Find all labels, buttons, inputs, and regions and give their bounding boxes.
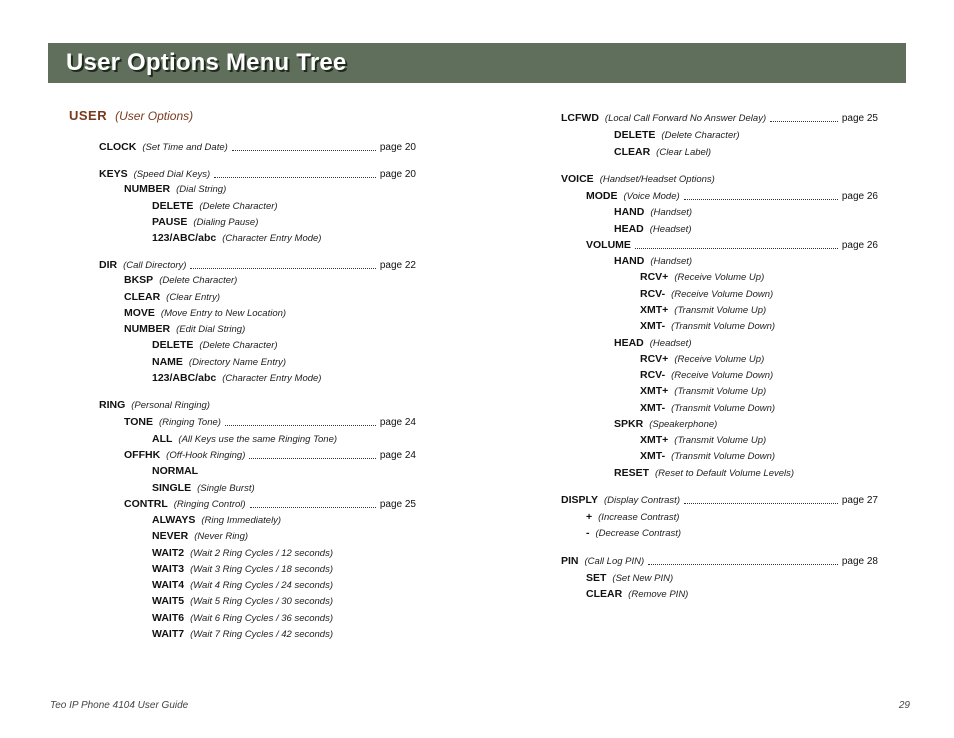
menu-desc: (Speed Dial Keys) — [133, 169, 211, 180]
dot-leader — [684, 503, 838, 504]
menu-key: WAIT7 — [152, 628, 185, 640]
menu-desc: (Clear Entry) — [166, 292, 221, 303]
menu-key: NORMAL — [152, 465, 199, 477]
menu-key: TONE — [124, 416, 153, 428]
menu-item — [614, 128, 740, 142]
menu-key: KEYS — [99, 168, 128, 180]
dot-leader — [635, 248, 838, 249]
menu-item — [152, 231, 321, 245]
dot-leader — [214, 177, 376, 178]
menu-desc: (Dial String) — [176, 184, 227, 195]
menu-desc: (Transmit Volume Down) — [671, 451, 776, 462]
menu-desc: (Handset) — [650, 256, 693, 267]
menu-desc: (Speakerphone) — [649, 419, 718, 430]
menu-item — [99, 140, 416, 154]
menu-key: RCV- — [640, 288, 666, 300]
page-reference: page 20 — [379, 142, 416, 153]
menu-desc: (Wait 7 Ring Cycles / 42 seconds) — [190, 629, 334, 640]
menu-desc: (Delete Character) — [159, 275, 238, 286]
menu-desc: (Personal Ringing) — [131, 400, 210, 411]
menu-key: WAIT3 — [152, 563, 185, 575]
menu-desc: (Single Burst) — [197, 483, 255, 494]
menu-item — [586, 587, 688, 601]
menu-key: DISPLY — [561, 494, 598, 506]
section-heading — [69, 108, 193, 123]
menu-item — [640, 368, 773, 382]
menu-desc: (Call Directory) — [123, 260, 187, 271]
section-key: USER — [69, 108, 108, 123]
page-reference: page 26 — [841, 240, 878, 251]
menu-key: XMT- — [640, 402, 666, 414]
menu-item — [640, 303, 766, 317]
menu-item — [614, 222, 691, 236]
menu-key: XMT- — [640, 320, 666, 332]
menu-desc: (Set New PIN) — [612, 573, 674, 584]
menu-item — [152, 546, 333, 560]
menu-key: CLEAR — [586, 588, 623, 600]
dot-leader — [648, 564, 838, 565]
menu-item — [640, 449, 775, 463]
menu-key: DELETE — [152, 339, 194, 351]
menu-item — [152, 355, 286, 369]
menu-key: DELETE — [152, 200, 194, 212]
menu-item — [640, 287, 773, 301]
menu-key: HEAD — [614, 223, 644, 235]
menu-item — [152, 627, 333, 641]
menu-key: HAND — [614, 206, 645, 218]
menu-desc: (Ringing Control) — [173, 499, 246, 510]
menu-key: WAIT6 — [152, 612, 185, 624]
menu-item — [152, 371, 321, 385]
menu-key: ALWAYS — [152, 514, 196, 526]
menu-key: RESET — [614, 467, 650, 479]
menu-key: RCV+ — [640, 271, 669, 283]
page-reference: page 26 — [841, 191, 878, 202]
menu-item — [124, 322, 245, 336]
menu-item — [561, 111, 878, 125]
menu-key: DELETE — [614, 129, 656, 141]
menu-key: WAIT2 — [152, 547, 185, 559]
menu-item — [614, 145, 711, 159]
menu-key: SET — [586, 572, 607, 584]
menu-item — [152, 199, 278, 213]
menu-key: CONTRL — [124, 498, 168, 510]
menu-desc: (Dialing Pause) — [193, 217, 259, 228]
menu-key: XMT+ — [640, 304, 669, 316]
menu-desc: (Remove PIN) — [628, 589, 689, 600]
menu-desc: (Off-Hook Ringing) — [166, 450, 246, 461]
menu-desc: (Directory Name Entry) — [188, 357, 287, 368]
menu-desc: (Set Time and Date) — [142, 142, 228, 153]
menu-item — [152, 578, 333, 592]
dot-leader — [684, 199, 838, 200]
menu-desc: (All Keys use the same Ringing Tone) — [178, 434, 338, 445]
menu-desc: (Transmit Volume Up) — [674, 435, 767, 446]
menu-item — [124, 290, 220, 304]
menu-desc: (Delete Character) — [199, 201, 278, 212]
menu-item — [152, 611, 333, 625]
menu-desc: (Reset to Default Volume Levels) — [655, 468, 795, 479]
menu-desc: (Receive Volume Up) — [674, 272, 765, 283]
menu-item — [561, 554, 878, 568]
page-reference: page 25 — [379, 499, 416, 510]
menu-item — [99, 398, 210, 412]
page-reference: page 24 — [379, 450, 416, 461]
dot-leader — [232, 150, 376, 151]
menu-key: PIN — [561, 555, 579, 567]
menu-key: PAUSE — [152, 216, 188, 228]
menu-item — [124, 415, 416, 429]
menu-item — [152, 513, 281, 527]
menu-key: CLOCK — [99, 141, 137, 153]
dot-leader — [225, 425, 376, 426]
section-desc: (User Options) — [115, 109, 194, 123]
page-reference: page 20 — [379, 169, 416, 180]
page-reference: page 22 — [379, 260, 416, 271]
menu-item — [586, 238, 878, 252]
menu-item — [124, 306, 286, 320]
menu-desc: (Ring Immediately) — [201, 515, 282, 526]
menu-key: XMT+ — [640, 385, 669, 397]
menu-key: NEVER — [152, 530, 189, 542]
menu-item — [152, 529, 248, 543]
menu-item — [152, 464, 198, 478]
dot-leader — [250, 507, 376, 508]
menu-desc: (Edit Dial String) — [176, 324, 246, 335]
menu-key: WAIT5 — [152, 595, 185, 607]
menu-item — [640, 401, 775, 415]
footer-guide-title: Teo IP Phone 4104 User Guide — [50, 700, 189, 711]
footer-page-number: 29 — [898, 700, 910, 711]
menu-key: CLEAR — [124, 291, 161, 303]
menu-item — [640, 352, 764, 366]
menu-key: MOVE — [124, 307, 155, 319]
menu-desc: (Wait 2 Ring Cycles / 12 seconds) — [190, 548, 334, 559]
menu-desc: (Headset) — [649, 224, 692, 235]
menu-key: NUMBER — [124, 183, 171, 195]
menu-desc: (Wait 4 Ring Cycles / 24 seconds) — [190, 580, 334, 591]
menu-key: HEAD — [614, 337, 644, 349]
menu-item — [640, 270, 764, 284]
menu-desc: (Receive Volume Down) — [671, 289, 774, 300]
menu-desc: (Transmit Volume Down) — [671, 321, 776, 332]
menu-key: WAIT4 — [152, 579, 185, 591]
menu-key: CLEAR — [614, 146, 651, 158]
dot-leader — [190, 268, 375, 269]
menu-desc: (Clear Label) — [656, 147, 712, 158]
dot-leader — [249, 458, 375, 459]
menu-key: XMT- — [640, 450, 666, 462]
menu-desc: (Wait 6 Ring Cycles / 36 seconds) — [190, 613, 334, 624]
menu-item — [124, 273, 237, 287]
menu-key: MODE — [586, 190, 618, 202]
menu-desc: (Wait 5 Ring Cycles / 30 seconds) — [190, 596, 334, 607]
menu-item — [586, 189, 878, 203]
menu-key: + — [586, 511, 593, 523]
menu-item — [561, 172, 715, 186]
menu-item — [152, 594, 333, 608]
menu-item — [640, 319, 775, 333]
menu-desc: (Never Ring) — [194, 531, 249, 542]
menu-desc: (Character Entry Mode) — [222, 373, 322, 384]
menu-item — [614, 254, 692, 268]
menu-desc: (Receive Volume Up) — [674, 354, 765, 365]
menu-key: 123/ABC/abc — [152, 372, 217, 384]
dot-leader — [770, 121, 838, 122]
menu-key: RING — [99, 399, 126, 411]
menu-desc: (Receive Volume Down) — [671, 370, 774, 381]
menu-key: VOLUME — [586, 239, 631, 251]
menu-item — [640, 433, 766, 447]
menu-key: DIR — [99, 259, 118, 271]
menu-item — [152, 215, 258, 229]
menu-item — [586, 510, 679, 524]
page-reference: page 27 — [841, 495, 878, 506]
menu-item — [152, 562, 333, 576]
menu-desc: (Decrease Contrast) — [595, 528, 682, 539]
menu-desc: (Voice Mode) — [623, 191, 680, 202]
page-reference: page 24 — [379, 417, 416, 428]
menu-key: BKSP — [124, 274, 154, 286]
page-reference: page 28 — [841, 556, 878, 567]
page-reference: page 25 — [841, 113, 878, 124]
menu-desc: (Local Call Forward No Answer Delay) — [604, 113, 767, 124]
menu-key: ALL — [152, 433, 173, 445]
menu-item — [561, 493, 878, 507]
menu-desc: (Display Contrast) — [603, 495, 680, 506]
menu-desc: (Character Entry Mode) — [222, 233, 322, 244]
menu-key: SPKR — [614, 418, 644, 430]
menu-desc: (Ringing Tone) — [158, 417, 221, 428]
menu-desc: (Handset/Headset Options) — [599, 174, 715, 185]
menu-desc: (Transmit Volume Up) — [674, 305, 767, 316]
menu-key: 123/ABC/abc — [152, 232, 217, 244]
menu-key: - — [586, 527, 590, 539]
menu-key: NAME — [152, 356, 183, 368]
menu-item — [152, 481, 255, 495]
menu-item — [124, 448, 416, 462]
menu-item — [614, 336, 691, 350]
menu-key: LCFWD — [561, 112, 599, 124]
menu-desc: (Call Log PIN) — [584, 556, 645, 567]
page-title: User Options Menu Tree — [66, 49, 347, 76]
menu-key: NUMBER — [124, 323, 171, 335]
menu-desc: (Increase Contrast) — [598, 512, 680, 523]
menu-item — [152, 432, 337, 446]
menu-item — [124, 182, 226, 196]
title-banner — [48, 43, 906, 83]
menu-desc: (Handset) — [650, 207, 693, 218]
menu-item — [640, 384, 766, 398]
menu-item — [614, 205, 692, 219]
menu-desc: (Headset) — [649, 338, 692, 349]
menu-key: VOICE — [561, 173, 594, 185]
menu-desc: (Wait 3 Ring Cycles / 18 seconds) — [190, 564, 334, 575]
menu-desc: (Delete Character) — [199, 340, 278, 351]
menu-desc: (Move Entry to New Location) — [160, 308, 287, 319]
menu-desc: (Transmit Volume Down) — [671, 403, 776, 414]
menu-desc: (Delete Character) — [661, 130, 740, 141]
menu-desc: (Transmit Volume Up) — [674, 386, 767, 397]
menu-item — [99, 258, 416, 272]
menu-item — [614, 417, 717, 431]
menu-item — [152, 338, 278, 352]
menu-item — [614, 466, 794, 480]
menu-key: HAND — [614, 255, 645, 267]
menu-key: RCV+ — [640, 353, 669, 365]
menu-item — [99, 167, 416, 181]
menu-key: XMT+ — [640, 434, 669, 446]
menu-key: RCV- — [640, 369, 666, 381]
menu-key: OFFHK — [124, 449, 161, 461]
menu-item — [124, 497, 416, 511]
menu-item — [586, 571, 673, 585]
menu-key: SINGLE — [152, 482, 192, 494]
menu-item — [586, 526, 681, 540]
